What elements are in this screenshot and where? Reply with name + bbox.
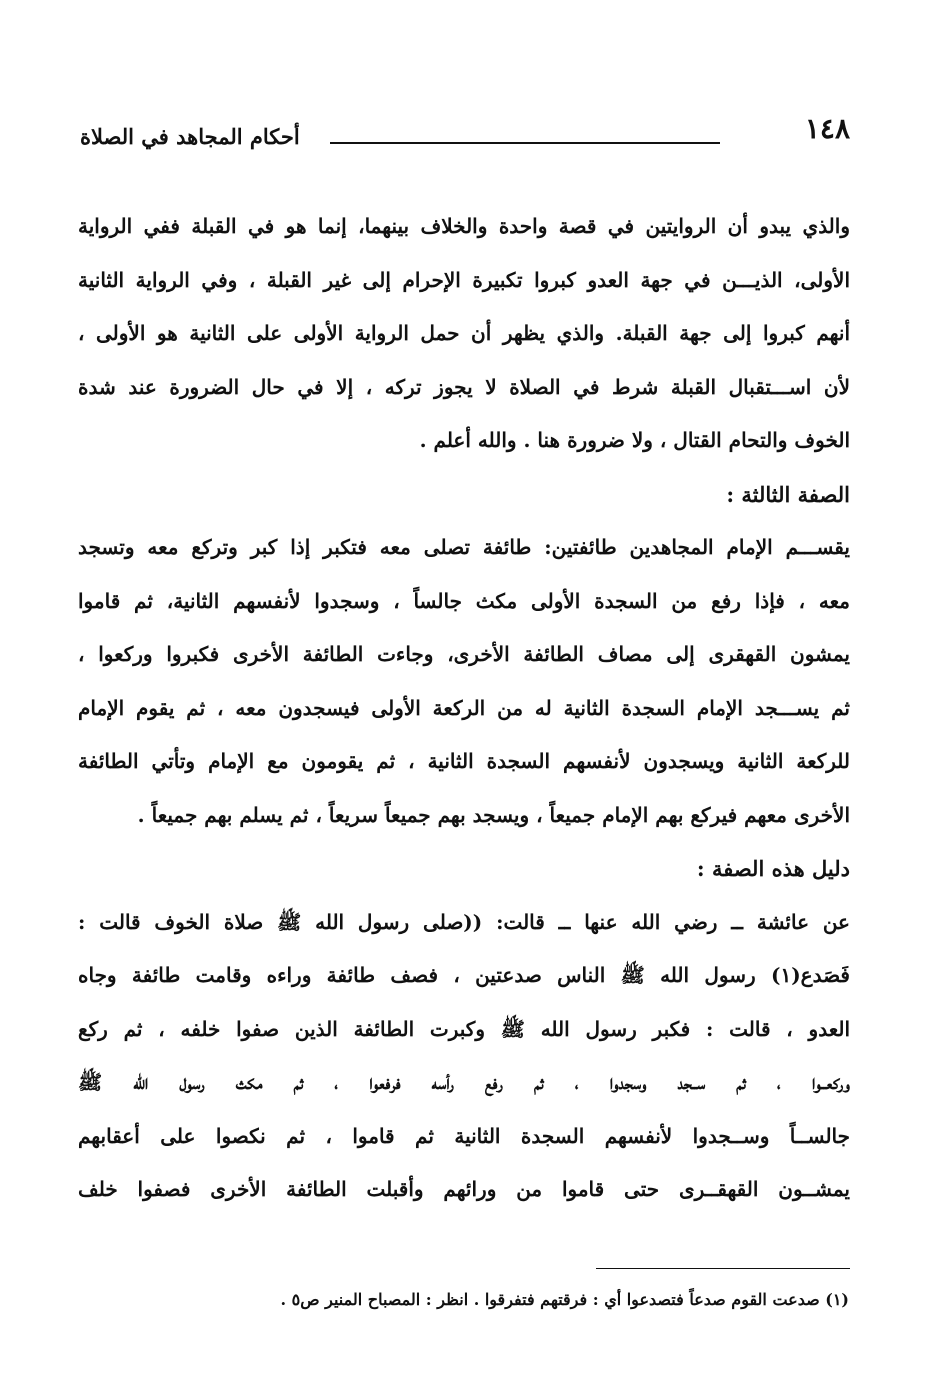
text-line: أنهم كبروا إلى جهة القبلة. والذي يظهر أن حمل الرواية الأولى على الثانية هو الأولى ، (78, 321, 850, 345)
text-line: يمشــون القهقــرى حتى قاموا من ورائهم وأقبلت الطائفة الأخرى فصفوا خلف (78, 1177, 850, 1201)
header-rule (330, 142, 720, 144)
footnote-separator (596, 1268, 850, 1269)
text-line: عن عائشة ــ رضي الله عنها ــ قالت: ((صلى رسول الله ﷺ صلاة الخوف قالت : (78, 909, 850, 934)
text-line: الخوف والتحام القتال ، ولا ضرورة هنا . والله أعلم . (419, 428, 850, 452)
page-header (80, 112, 850, 160)
text-line: العدو ، قالت : فكبر رسول الله ﷺ وكبرت الطائفة الذين صفوا خلفه ، ثم ركع (78, 1016, 850, 1041)
paragraph-3 (78, 896, 850, 1217)
text-line: فَصَدع(١) رسول الله ﷺ الناس صدعتين ، فصف طائفة وراءه وقامت طائفة وجاه (78, 963, 850, 987)
paragraph-1 (78, 200, 850, 468)
footnote: (١) صدعت القوم صدعاً فتصدعوا أي : فرقتهم فتفرقوا . انظر : المصباح المنير ص٥ . (280, 1290, 849, 1309)
page-number: ١٤٨ (804, 112, 850, 145)
text-line: يمشون القهقرى إلى مصاف الطائفة الأخرى، وجاءت الطائفة الأخرى فكبروا وركعوا ، (78, 642, 850, 666)
paragraph-2 (78, 521, 850, 842)
text-line: جالســاً وســجدوا لأنفسهم السجدة الثانية ثم قاموا ، ثم نكصوا على أعقابهم (78, 1123, 850, 1148)
text-line: للركعة الثانية ويسجدون لأنفسهم السجدة الثانية ، ثم يقومون مع الإمام وتأتي الطائفة (78, 749, 850, 773)
text-line: الأخرى معهم فيركع بهم الإمام جميعاً ، ويسجد بهم جميعاً سريعاً ، ثم يسلم بهم جميعاً . (137, 802, 850, 827)
text-line: لأن اســـتقبال القبلة شرط في الصلاة لا يجوز تركه ، إلا في حال الضرورة عند شدة (78, 374, 850, 399)
text-line: ثم يســـجد الإمام السجدة الثانية له من الركعة الأولى فيسجدون معه ، ثم يقوم الإمام (78, 695, 850, 720)
text-line: والذي يبدو أن الروايتين في قصة واحدة والخلاف بينهما، إنما هو في القبلة ففي الرواية (78, 214, 850, 238)
section-heading-third-form: الصفة الثالثة : (726, 481, 850, 507)
main-text (78, 200, 850, 1217)
text-line: الأولى، الذيـــن في جهة العدو كبروا تكبيرة الإحرام إلى غير القبلة ، وفي الرواية الثانية (78, 267, 850, 292)
text-line: وركعــوا ، ثم ســجد وسجدوا ، ثم رفع رأسه فرفعوا ، ثم مكث رسول الله ﷺ (78, 1070, 850, 1094)
section-heading-evidence: دليل هذه الصفة : (696, 856, 850, 881)
text-line: يقســـم الإمام المجاهدين طائفتين: طائفة تصلى معه فتكبر إذا كبر وتركع معه وتسجد (78, 535, 850, 559)
running-title: أحكام المجاهد في الصلاة (80, 124, 300, 149)
text-line: معه ، فإذا رفع من السجدة الأولى مكث جالساً ، وسجدوا لأنفسهم الثانية، ثم قاموا (78, 588, 850, 613)
